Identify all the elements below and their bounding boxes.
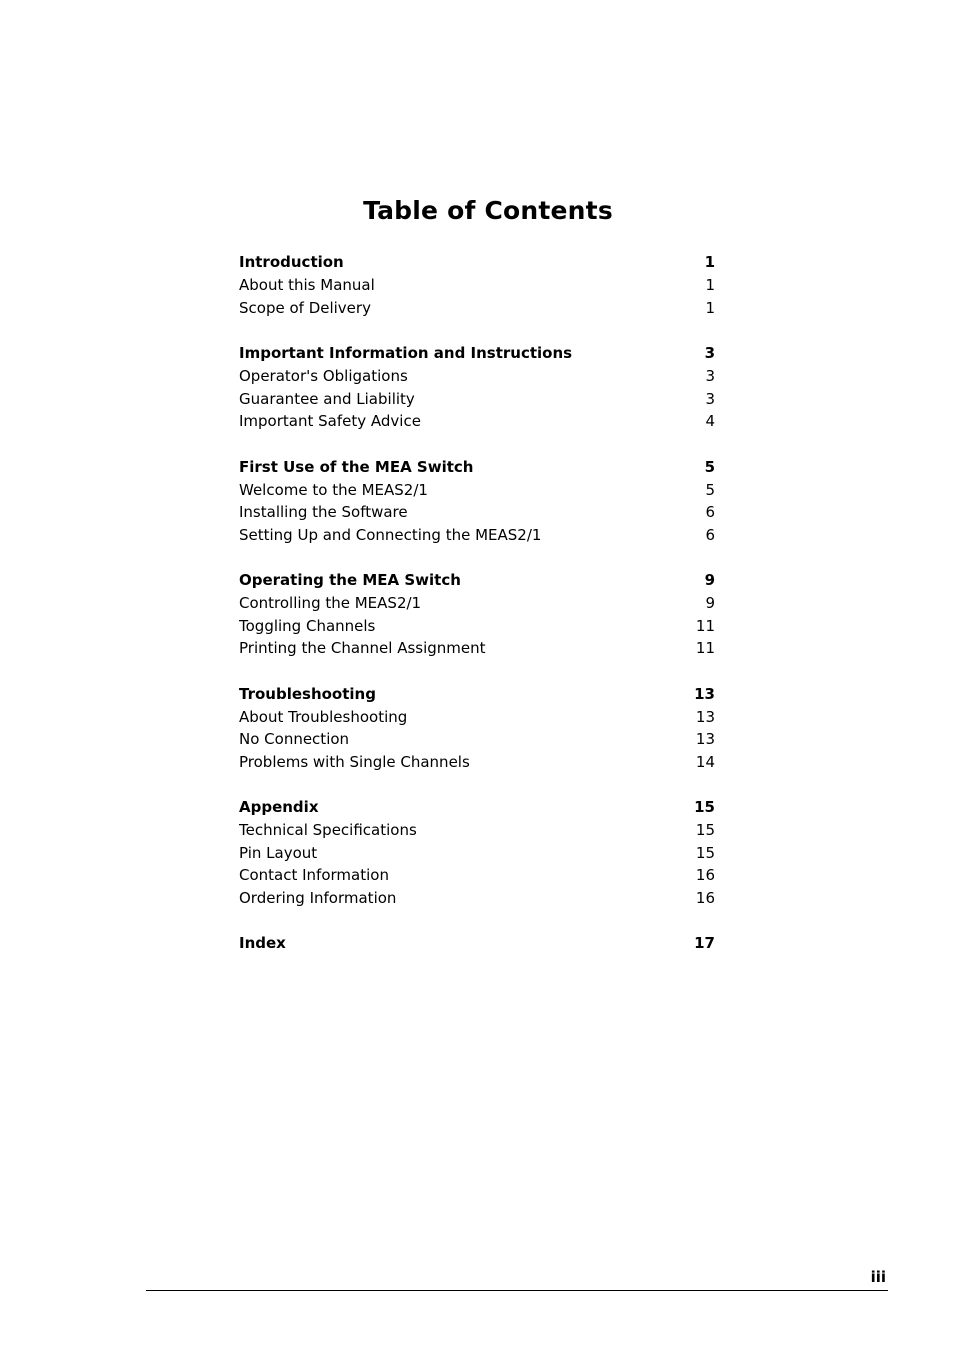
toc-entry-title: Important Safety Advice	[239, 412, 421, 430]
toc-section	[239, 795, 715, 909]
toc-chapter-row[interactable]	[239, 568, 715, 592]
toc-entry-row[interactable]	[239, 751, 715, 774]
toc-chapter-page: 13	[694, 684, 715, 703]
toc-chapter-title: Appendix	[239, 798, 319, 816]
toc-chapter-title: Index	[239, 934, 286, 952]
toc-entry-row[interactable]	[239, 274, 715, 297]
toc-entry-title: Guarantee and Liability	[239, 389, 415, 408]
toc-chapter-page: 5	[704, 457, 715, 476]
toc-entry-page: 1	[705, 276, 715, 294]
toc-entry-page: 1	[705, 298, 715, 317]
toc-chapter-title: Introduction	[239, 253, 344, 271]
toc-entry-page: 14	[695, 752, 715, 771]
toc-entry-row[interactable]	[239, 479, 715, 502]
toc-chapter-row[interactable]	[239, 250, 715, 274]
toc-section	[239, 341, 715, 433]
toc-entry-page: 11	[695, 639, 715, 657]
toc-chapter-row[interactable]	[239, 682, 715, 706]
table-of-contents	[239, 250, 715, 977]
toc-entry-page: 11	[695, 616, 715, 635]
toc-entry-row[interactable]	[239, 297, 715, 320]
toc-entry-title: About Troubleshooting	[239, 707, 408, 726]
toc-chapter-title: Operating the MEA Switch	[239, 571, 461, 589]
toc-section	[239, 931, 715, 955]
toc-entry-page: 16	[695, 866, 715, 884]
toc-entry-title: Contact Information	[239, 866, 389, 884]
toc-entry-title: About this Manual	[239, 276, 375, 294]
toc-entry-row[interactable]	[239, 365, 715, 388]
toc-entry-page: 6	[705, 525, 715, 544]
toc-entry-page: 13	[695, 730, 715, 748]
toc-entry-page: 3	[705, 367, 715, 385]
toc-entry-row[interactable]	[239, 592, 715, 615]
toc-chapter-row[interactable]	[239, 795, 715, 819]
toc-chapter-row[interactable]	[239, 931, 715, 955]
toc-entry-row[interactable]	[239, 388, 715, 411]
toc-entry-title: Ordering Information	[239, 888, 397, 907]
toc-entry-title: Printing the Channel Assignment	[239, 639, 486, 657]
footer-page-number: iii	[870, 1268, 886, 1286]
toc-entry-row[interactable]	[239, 842, 715, 865]
toc-entry-title: Operator's Obligations	[239, 367, 408, 385]
page-title: Table of Contents	[363, 196, 613, 225]
toc-entry-title: Pin Layout	[239, 843, 318, 862]
toc-chapter-page: 1	[704, 253, 715, 271]
toc-chapter-title: Troubleshooting	[239, 684, 376, 703]
toc-entry-page: 4	[705, 412, 715, 430]
toc-chapter-row[interactable]	[239, 455, 715, 479]
toc-chapter-page: 17	[694, 934, 715, 952]
toc-entry-title: No Connection	[239, 730, 350, 748]
toc-chapter-page: 3	[704, 344, 715, 362]
toc-entry-row[interactable]	[239, 887, 715, 910]
toc-entry-row[interactable]	[239, 728, 715, 751]
toc-section	[239, 250, 715, 319]
toc-entry-row[interactable]	[239, 637, 715, 660]
toc-entry-title: Setting Up and Connecting the MEAS2/1	[239, 525, 542, 544]
toc-entry-page: 6	[705, 503, 715, 521]
toc-entry-page: 16	[695, 888, 715, 907]
toc-chapter-page: 15	[694, 798, 715, 816]
footer-rule	[146, 1290, 888, 1291]
toc-entry-row[interactable]	[239, 864, 715, 887]
toc-section	[239, 682, 715, 774]
toc-section	[239, 568, 715, 660]
toc-section	[239, 455, 715, 547]
toc-entry-title: Welcome to the MEAS2/1	[239, 480, 428, 499]
toc-entry-row[interactable]	[239, 410, 715, 433]
toc-entry-title: Scope of Delivery	[239, 298, 371, 317]
toc-entry-page: 15	[695, 821, 715, 839]
toc-entry-page: 3	[705, 389, 715, 408]
toc-chapter-title: Important Information and Instructions	[239, 344, 573, 362]
toc-entry-page: 15	[695, 843, 715, 862]
toc-entry-page: 5	[705, 480, 715, 499]
toc-chapter-row[interactable]	[239, 341, 715, 365]
toc-chapter-page: 9	[704, 571, 715, 589]
toc-entry-title: Controlling the MEAS2/1	[239, 594, 422, 612]
toc-entry-title: Problems with Single Channels	[239, 752, 470, 771]
toc-entry-title: Toggling Channels	[239, 616, 376, 635]
toc-entry-row[interactable]	[239, 615, 715, 638]
toc-entry-page: 13	[695, 707, 715, 726]
toc-entry-page: 9	[705, 594, 715, 612]
toc-entry-row[interactable]	[239, 819, 715, 842]
toc-entry-title: Technical Specifications	[239, 821, 417, 839]
toc-entry-title: Installing the Software	[239, 503, 408, 521]
toc-chapter-title: First Use of the MEA Switch	[239, 457, 474, 476]
toc-entry-row[interactable]	[239, 501, 715, 524]
toc-entry-row[interactable]	[239, 524, 715, 547]
toc-entry-row[interactable]	[239, 706, 715, 729]
